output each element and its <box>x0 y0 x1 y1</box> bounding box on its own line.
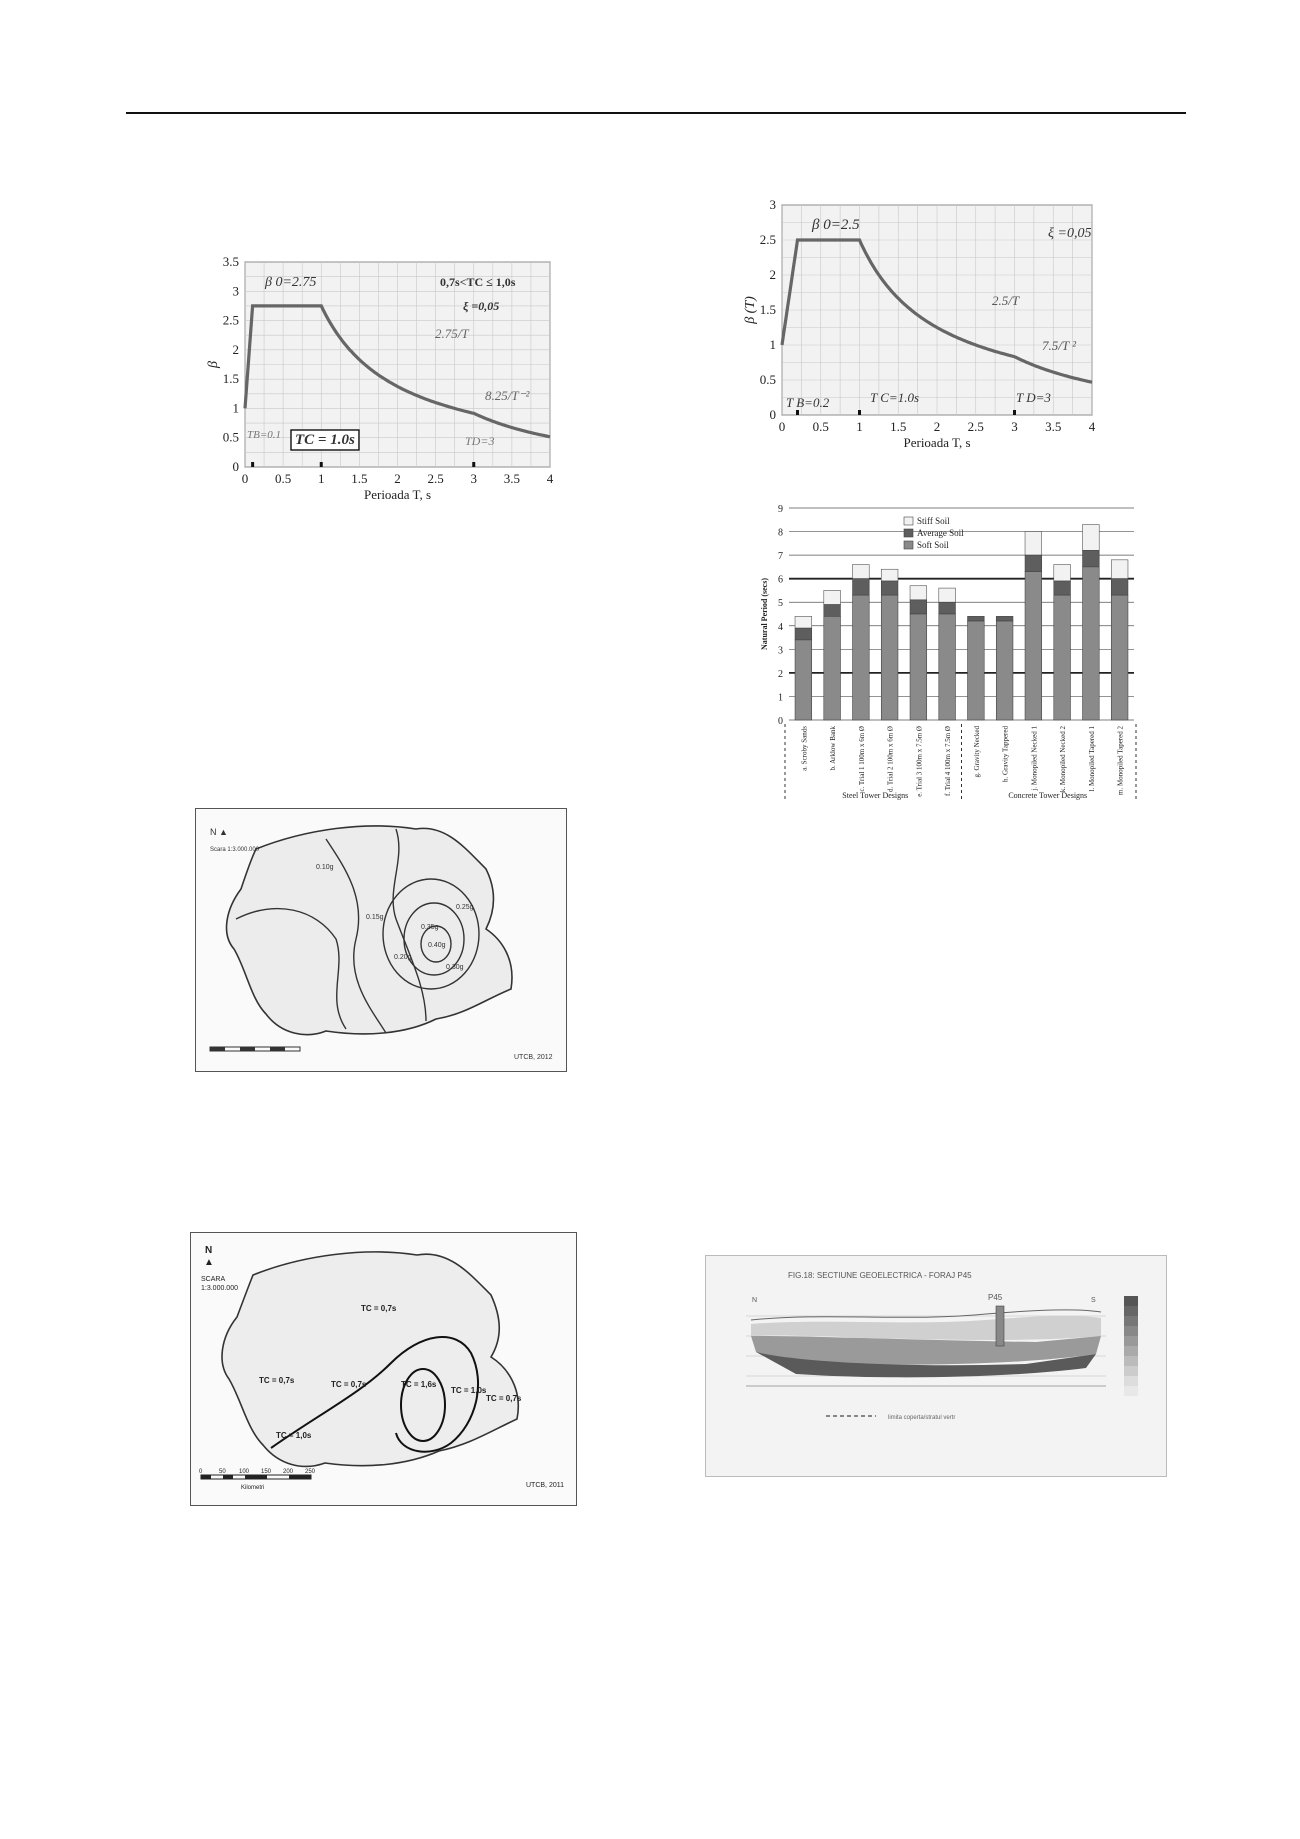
bar-stiff-soil <box>1054 565 1071 581</box>
bar-stiff-soil <box>881 569 898 581</box>
bar-soft-soil <box>881 595 898 720</box>
y-tick-label: 9 <box>778 504 783 515</box>
curve2-label: 7.5/T ² <box>1042 338 1077 353</box>
legend-swatch <box>904 517 913 525</box>
bar-average-soil <box>910 600 927 614</box>
x-tick-label: 1.5 <box>890 419 907 434</box>
tb-label: TB=0.1 <box>247 429 282 441</box>
x-tick-label: d. Trial 2 100m x 6m Ø <box>886 726 895 792</box>
y-tick-label: 2 <box>769 267 776 282</box>
bar-average-soil <box>824 605 841 617</box>
svg-text:250: 250 <box>305 1469 316 1475</box>
x-tick-label: l. Monopiled Tapered 1 <box>1087 726 1096 792</box>
bar-stiff-soil <box>1025 532 1042 556</box>
y-axis-label: β (T) <box>743 296 758 324</box>
x-tick-label: 3.5 <box>503 471 520 486</box>
y-tick-label: 0.5 <box>222 429 239 445</box>
tc-zone-label: TC = 1,0s <box>451 1386 487 1395</box>
bar-soft-soil <box>795 640 812 720</box>
geo-borehole-label: P45 <box>988 1293 1003 1302</box>
contour-label: 0.35g <box>421 924 439 931</box>
bar-soft-soil <box>1111 595 1128 720</box>
tc-zone-label: TC = 0,7s <box>259 1376 295 1385</box>
bar-average-soil <box>853 579 870 595</box>
bar-average-soil <box>1025 555 1042 571</box>
y-axis-label: β <box>206 361 221 368</box>
bar-soft-soil <box>996 621 1013 720</box>
x-tick-label: 0 <box>241 471 249 486</box>
bar-soft-soil <box>939 614 956 720</box>
bar-stiff-soil <box>910 586 927 600</box>
bar-soft-soil <box>968 621 985 720</box>
x-tick-label: e. Trial 3 100m x 7.5m Ø <box>915 726 924 797</box>
romania-pga-map <box>195 808 567 1072</box>
x-tick-label: 1.5 <box>351 471 368 486</box>
y-tick-label: 1 <box>232 400 239 416</box>
y-tick-label: 0 <box>769 407 776 422</box>
map2-scale-unit: Kilometri <box>241 1485 265 1491</box>
bar-soft-soil <box>1083 567 1100 720</box>
y-tick-label: 6 <box>778 574 783 586</box>
svg-text:200: 200 <box>283 1469 294 1475</box>
curve2-label: 8.25/T⁻² <box>485 388 530 403</box>
bar-average-soil <box>968 616 985 621</box>
group-label: Steel Tower Designs <box>842 791 909 800</box>
svg-text:150: 150 <box>261 1469 272 1475</box>
legend-entry: Average Soil <box>917 528 964 538</box>
spectrum-chart-1 <box>195 250 570 505</box>
y-tick-label: 0 <box>778 716 783 727</box>
legend-swatch <box>904 541 913 549</box>
y-tick-label: 2 <box>232 341 239 357</box>
map2-credit: UTCB, 2011 <box>526 1482 564 1489</box>
contour-label: 0.30g <box>446 964 464 971</box>
xi-label: ξ =0,05 <box>1048 226 1092 241</box>
x-tick-label: j. Monopiled Necked 1 <box>1030 726 1039 791</box>
x-tick-label: 2 <box>394 471 401 486</box>
contour-label: 0.40g <box>428 942 446 949</box>
legend-swatch <box>904 529 913 537</box>
tc-label: TC = 1.0s <box>295 432 355 448</box>
tb-label: T B=0.2 <box>786 395 830 410</box>
tc-zone-label: TC = 1,6s <box>401 1380 437 1389</box>
legend-entry: Stiff Soil <box>917 516 950 526</box>
y-tick-label: 2.5 <box>759 232 776 247</box>
x-tick-label: 1 <box>856 419 863 434</box>
x-tick-label: 3 <box>470 471 477 486</box>
beta0-label: β 0=2.75 <box>265 275 317 290</box>
curve1-label: 2.5/T <box>992 293 1020 308</box>
geo-legend-note: limita coperta/stratul vertr <box>888 1415 956 1421</box>
svg-text:100: 100 <box>239 1469 250 1475</box>
bar-average-soil <box>881 581 898 595</box>
x-tick-label: b. Arklow Bank <box>829 726 838 771</box>
geoelectric-section <box>705 1255 1167 1477</box>
period-marker <box>796 410 799 415</box>
north-arrow: N ▲ <box>210 827 228 837</box>
x-tick-label: 2.5 <box>427 471 444 486</box>
tc-zone-label: TC = 0,7s <box>361 1304 397 1313</box>
bar-average-soil <box>795 628 812 640</box>
contour-label: 0.20g <box>394 954 412 961</box>
x-axis-label: Perioada T, s <box>903 435 971 450</box>
x-tick-label: 0 <box>778 419 786 434</box>
bar-stiff-soil <box>1083 524 1100 550</box>
period-marker <box>858 410 861 415</box>
geo-north: N <box>752 1297 758 1304</box>
map1-scale: Scara 1:3.000.000 <box>210 847 260 853</box>
x-tick-label: c. Trial 1 100m x 6m Ø <box>857 726 866 792</box>
x-tick-label: h. Gravity Tappered <box>1001 726 1010 782</box>
x-tick-label: f. Trial 4 100m x 7.5m Ø <box>944 726 953 797</box>
td-label: T D=3 <box>1016 390 1051 405</box>
map2-scale-title: SCARA <box>201 1276 226 1283</box>
map2-scale: 1:3.000.000 <box>201 1285 238 1292</box>
xi-label: ξ =0,05 <box>463 299 500 313</box>
x-tick-label: 1 <box>318 471 325 486</box>
curve1-label: 2.75/T <box>435 326 469 341</box>
y-tick-label: 0 <box>232 459 239 474</box>
x-axis-label: Perioada T, s <box>363 487 432 502</box>
y-tick-label: 8 <box>778 527 783 539</box>
header-rule <box>126 112 1186 114</box>
tc-zone-label: TC = 1,0s <box>276 1431 312 1440</box>
x-tick-label: 4 <box>546 471 554 486</box>
x-tick-label: 0.5 <box>275 471 292 486</box>
group-label: Concrete Tower Designs <box>1008 791 1088 800</box>
svg-text:0: 0 <box>199 1469 203 1475</box>
y-tick-label: 0.5 <box>759 372 776 387</box>
tc-map-drawing <box>191 1233 576 1505</box>
map1-credit: UTCB, 2012 <box>514 1054 553 1061</box>
geo-layer-top <box>751 1316 1101 1340</box>
bar-average-soil <box>996 616 1013 621</box>
tc-zone-label: TC = 0,7s <box>486 1394 522 1403</box>
contour-label: 0.15g <box>366 914 384 921</box>
romania-tc-map <box>190 1232 577 1506</box>
north-arrow-icon: ▲ <box>204 1257 214 1268</box>
x-tick-label: a. Scroby Sands <box>800 726 809 771</box>
bar-average-soil <box>939 602 956 614</box>
bar-average-soil <box>1111 579 1128 595</box>
td-label: TD=3 <box>465 434 495 448</box>
y-tick-label: 3 <box>778 645 783 657</box>
tc-label: T C=1.0s <box>870 390 919 405</box>
period-marker <box>1013 410 1016 415</box>
pga-map-drawing <box>196 809 566 1071</box>
geo-borehole <box>996 1306 1004 1346</box>
bar-stiff-soil <box>853 565 870 579</box>
bar-average-soil <box>1054 581 1071 595</box>
bar-soft-soil <box>1025 572 1042 720</box>
bar-soft-soil <box>1054 595 1071 720</box>
y-tick-label: 1 <box>778 692 783 704</box>
y-tick-label: 2 <box>778 668 783 680</box>
bar-stiff-soil <box>795 616 812 628</box>
x-tick-label: 2 <box>933 419 941 434</box>
geo-title: FIG.18: SECTIUNE GEOELECTRICA - FORAJ P45 <box>788 1271 972 1280</box>
y-tick-label: 1.5 <box>222 371 239 387</box>
bar-soft-soil <box>910 614 927 720</box>
y-tick-label: 3 <box>769 197 776 212</box>
geoelectric-drawing <box>706 1256 1166 1476</box>
north-arrow: N <box>205 1245 213 1256</box>
spectrum-chart-2 <box>722 195 1112 455</box>
y-tick-label: 5 <box>778 598 783 610</box>
bar-stiff-soil <box>824 590 841 604</box>
period-marker <box>320 462 323 467</box>
x-tick-label: m. Monopiled Tapered 2 <box>1116 726 1125 795</box>
x-tick-label: 4 <box>1088 419 1096 434</box>
x-tick-label: 3 <box>1011 419 1018 434</box>
contour-label: 0.10g <box>316 864 334 871</box>
period-marker <box>472 462 475 467</box>
y-tick-label: 2.5 <box>222 312 239 328</box>
y-tick-label: 1.5 <box>759 302 776 317</box>
bar-soft-soil <box>824 616 841 720</box>
beta0-label: β 0=2.5 <box>812 217 860 233</box>
bar-average-soil <box>1083 550 1100 566</box>
y-tick-label: 4 <box>778 621 783 633</box>
y-tick-label: 1 <box>769 337 776 352</box>
bar-soft-soil <box>853 595 870 720</box>
geo-color-scale <box>1124 1296 1138 1396</box>
y-axis-label: Natural Period (secs) <box>760 578 769 650</box>
country-outline <box>227 826 512 1035</box>
legend-entry: Soft Soil <box>917 540 949 550</box>
x-tick-label: k. Monopiled Necked 2 <box>1059 726 1068 793</box>
x-tick-label: 0.5 <box>812 419 829 434</box>
geo-south: S <box>1091 1297 1096 1304</box>
contour-label: 0.25g <box>456 904 474 911</box>
x-tick-label: g. Gravity Necked <box>972 726 981 778</box>
y-tick-label: 3.5 <box>222 254 239 269</box>
bar-stiff-soil <box>1111 560 1128 579</box>
x-tick-label: 3.5 <box>1045 419 1062 434</box>
x-tick-label: 2.5 <box>967 419 984 434</box>
condition-label: 0,7s<TC ≤ 1,0s <box>440 275 516 289</box>
y-tick-label: 7 <box>778 551 783 563</box>
y-tick-label: 3 <box>232 283 239 299</box>
natural-period-chart <box>755 498 1140 818</box>
bar-stiff-soil <box>939 588 956 602</box>
tc-zone-label: TC = 0,7s <box>331 1380 367 1389</box>
period-marker <box>251 462 254 467</box>
svg-text:50: 50 <box>219 1469 226 1475</box>
